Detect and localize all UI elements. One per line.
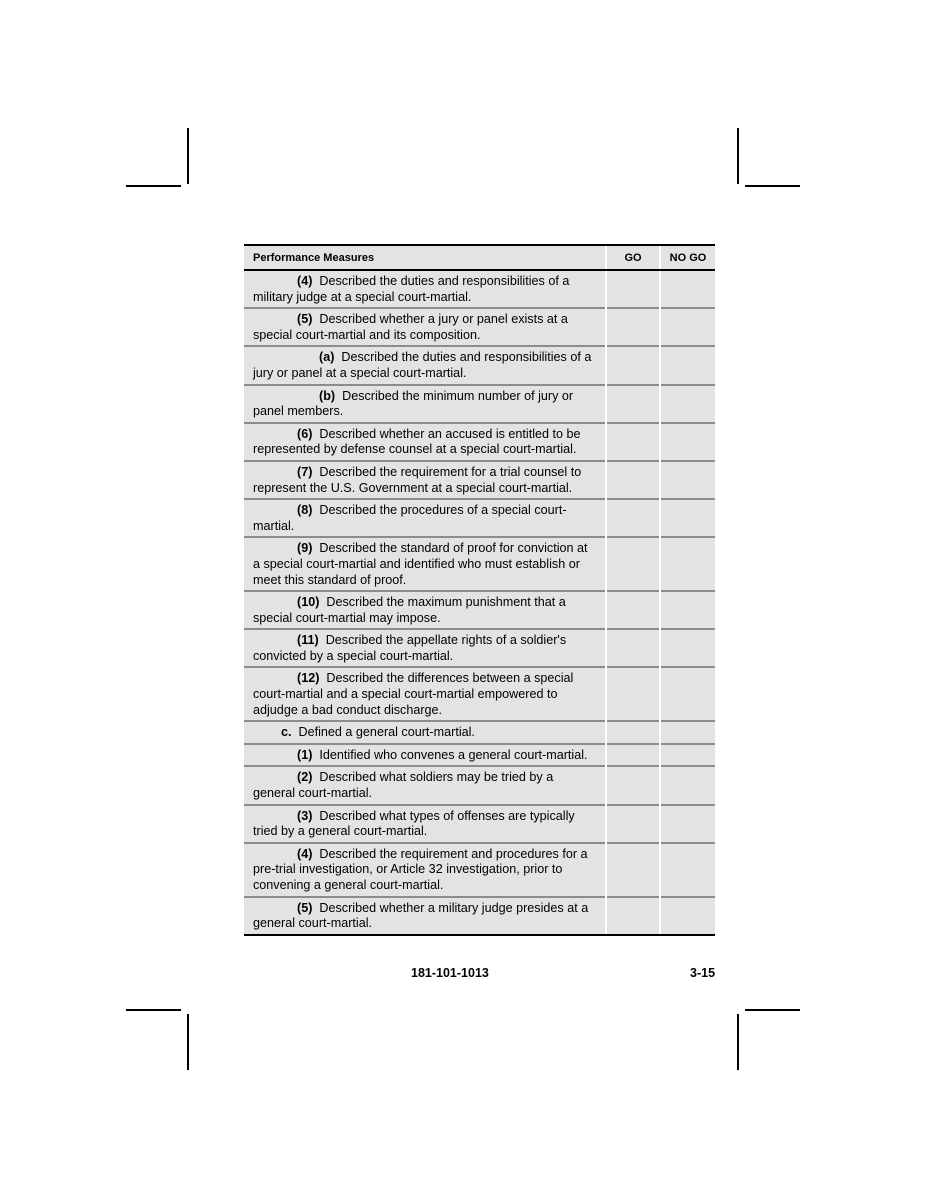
measure-text: Described what types of offenses are typically tried by a general court-martial.	[253, 808, 575, 839]
go-cell[interactable]	[606, 537, 660, 591]
performance-measure-cell	[244, 270, 606, 308]
go-cell[interactable]	[606, 385, 660, 423]
go-cell[interactable]	[606, 897, 660, 934]
table-row	[244, 308, 715, 346]
performance-measure-cell	[244, 721, 606, 744]
go-cell[interactable]	[606, 667, 660, 721]
crop-mark	[187, 128, 189, 184]
table-body	[244, 270, 715, 934]
measure-text: Described the procedures of a special court-martial.	[253, 503, 567, 533]
measure-text: Described whether a military judge presides at a general court-martial.	[253, 900, 589, 931]
measure-number: (5)	[297, 900, 313, 915]
performance-measure-cell	[244, 744, 606, 767]
measure-text: Described the duties and responsibilities of a jury or panel at a special court-martial.	[253, 350, 592, 380]
no-go-cell[interactable]	[660, 667, 715, 721]
measure-text: Described the requirement and procedures for a pre-trial investigation, or Article 32 investigation, prior to convening a general court-martial.	[253, 846, 588, 892]
go-cell[interactable]	[606, 423, 660, 461]
table-row	[244, 423, 715, 461]
measure-number: (4)	[297, 274, 313, 288]
table-row	[244, 667, 715, 721]
performance-measure-cell	[244, 667, 606, 721]
performance-measure-cell	[244, 499, 606, 537]
no-go-cell[interactable]	[660, 423, 715, 461]
no-go-cell[interactable]	[660, 721, 715, 744]
table-row	[244, 346, 715, 384]
performance-measure-cell	[244, 591, 606, 629]
measure-number: (8)	[297, 503, 313, 518]
measure-number: (3)	[297, 808, 313, 823]
table-row	[244, 461, 715, 499]
measure-number: (1)	[297, 747, 313, 762]
performance-measure-cell	[244, 385, 606, 423]
performance-measures-table	[244, 244, 715, 936]
table-row	[244, 721, 715, 744]
performance-measure-cell	[244, 461, 606, 499]
measure-number: (a)	[319, 350, 335, 365]
go-cell[interactable]	[606, 805, 660, 843]
no-go-cell[interactable]	[660, 897, 715, 934]
go-cell[interactable]	[606, 591, 660, 629]
table-row	[244, 591, 715, 629]
no-go-cell[interactable]	[660, 308, 715, 346]
performance-measure-cell	[244, 805, 606, 843]
performance-measure-cell	[244, 346, 606, 384]
go-cell[interactable]	[606, 270, 660, 308]
measure-number: (5)	[297, 312, 313, 327]
measure-number: (12)	[297, 671, 320, 686]
performance-measure-cell	[244, 423, 606, 461]
measure-number: (9)	[297, 541, 313, 556]
go-cell[interactable]	[606, 499, 660, 537]
go-cell[interactable]	[606, 766, 660, 804]
measure-text: Described the maximum punishment that a special court-martial may impose.	[253, 595, 566, 625]
table-row	[244, 385, 715, 423]
table-header-row	[244, 246, 715, 270]
performance-measure-cell	[244, 766, 606, 804]
crop-mark	[126, 1009, 181, 1011]
table-row	[244, 744, 715, 767]
measure-number: (11)	[297, 633, 319, 648]
no-go-cell[interactable]	[660, 744, 715, 767]
measure-text: Defined a general court-martial.	[298, 725, 475, 740]
table-row	[244, 499, 715, 537]
crop-mark	[737, 1014, 739, 1070]
go-cell[interactable]	[606, 629, 660, 667]
performance-measure-cell	[244, 843, 606, 897]
crop-mark	[126, 185, 181, 187]
go-cell[interactable]	[606, 346, 660, 384]
document-number: 181-101-1013	[411, 966, 489, 980]
measure-text: Described the differences between a special court-martial and a special court-martial empowered to adjudge a bad conduct discharge.	[253, 671, 574, 717]
table-row	[244, 766, 715, 804]
no-go-cell[interactable]	[660, 385, 715, 423]
no-go-cell[interactable]	[660, 766, 715, 804]
measure-text: Described whether a jury or panel exists at a special court-martial and its composition.	[253, 312, 568, 342]
go-cell[interactable]	[606, 308, 660, 346]
no-go-cell[interactable]	[660, 270, 715, 308]
measure-text: Described whether an accused is entitled to be represented by defense counsel at a special court-martial.	[253, 426, 581, 457]
measure-number: c.	[281, 725, 292, 740]
crop-mark	[737, 128, 739, 184]
no-go-cell[interactable]	[660, 591, 715, 629]
crop-mark	[745, 1009, 800, 1011]
measure-text: Described the minimum number of jury or panel members.	[253, 388, 574, 419]
no-go-cell[interactable]	[660, 805, 715, 843]
measure-number: (7)	[297, 464, 313, 479]
performance-measure-cell	[244, 629, 606, 667]
go-cell[interactable]	[606, 461, 660, 499]
measure-number: (4)	[297, 846, 313, 861]
no-go-cell[interactable]	[660, 346, 715, 384]
measure-number: (b)	[319, 388, 336, 403]
measure-number: (2)	[297, 770, 313, 785]
crop-mark	[187, 1014, 189, 1070]
performance-measure-cell	[244, 537, 606, 591]
go-cell[interactable]	[606, 843, 660, 897]
performance-measure-cell	[244, 308, 606, 346]
header-performance-measures: Performance Measures	[244, 246, 606, 270]
performance-measure-cell	[244, 897, 606, 934]
go-cell[interactable]	[606, 721, 660, 744]
go-cell[interactable]	[606, 744, 660, 767]
table-row	[244, 843, 715, 897]
no-go-cell[interactable]	[660, 499, 715, 537]
measure-text: Identified who convenes a general court-martial.	[319, 747, 588, 762]
no-go-cell[interactable]	[660, 461, 715, 499]
no-go-cell[interactable]	[660, 537, 715, 591]
table-row	[244, 805, 715, 843]
table-row	[244, 897, 715, 934]
table-row	[244, 537, 715, 591]
measure-text: Described what soldiers may be tried by a general court-martial.	[253, 770, 554, 801]
no-go-cell[interactable]	[660, 629, 715, 667]
table-row	[244, 270, 715, 308]
measure-text: Described the duties and responsibilities of a military judge at a special court-martial.	[253, 274, 570, 304]
header-go: GO	[606, 246, 660, 270]
measure-number: (10)	[297, 595, 320, 610]
measure-text: Described the appellate rights of a soldier's convicted by a special court-martial.	[253, 633, 567, 663]
measure-text: Described the standard of proof for conviction at a special court-martial and identified who must establish or meet this standard of proof.	[253, 541, 588, 587]
no-go-cell[interactable]	[660, 843, 715, 897]
header-no-go: NO GO	[660, 246, 715, 270]
measure-text: Described the requirement for a trial counsel to represent the U.S. Government at a special court-martial.	[253, 464, 582, 495]
page-number: 3-15	[690, 966, 716, 980]
crop-mark	[745, 185, 800, 187]
measure-number: (6)	[297, 426, 313, 441]
table-row	[244, 629, 715, 667]
